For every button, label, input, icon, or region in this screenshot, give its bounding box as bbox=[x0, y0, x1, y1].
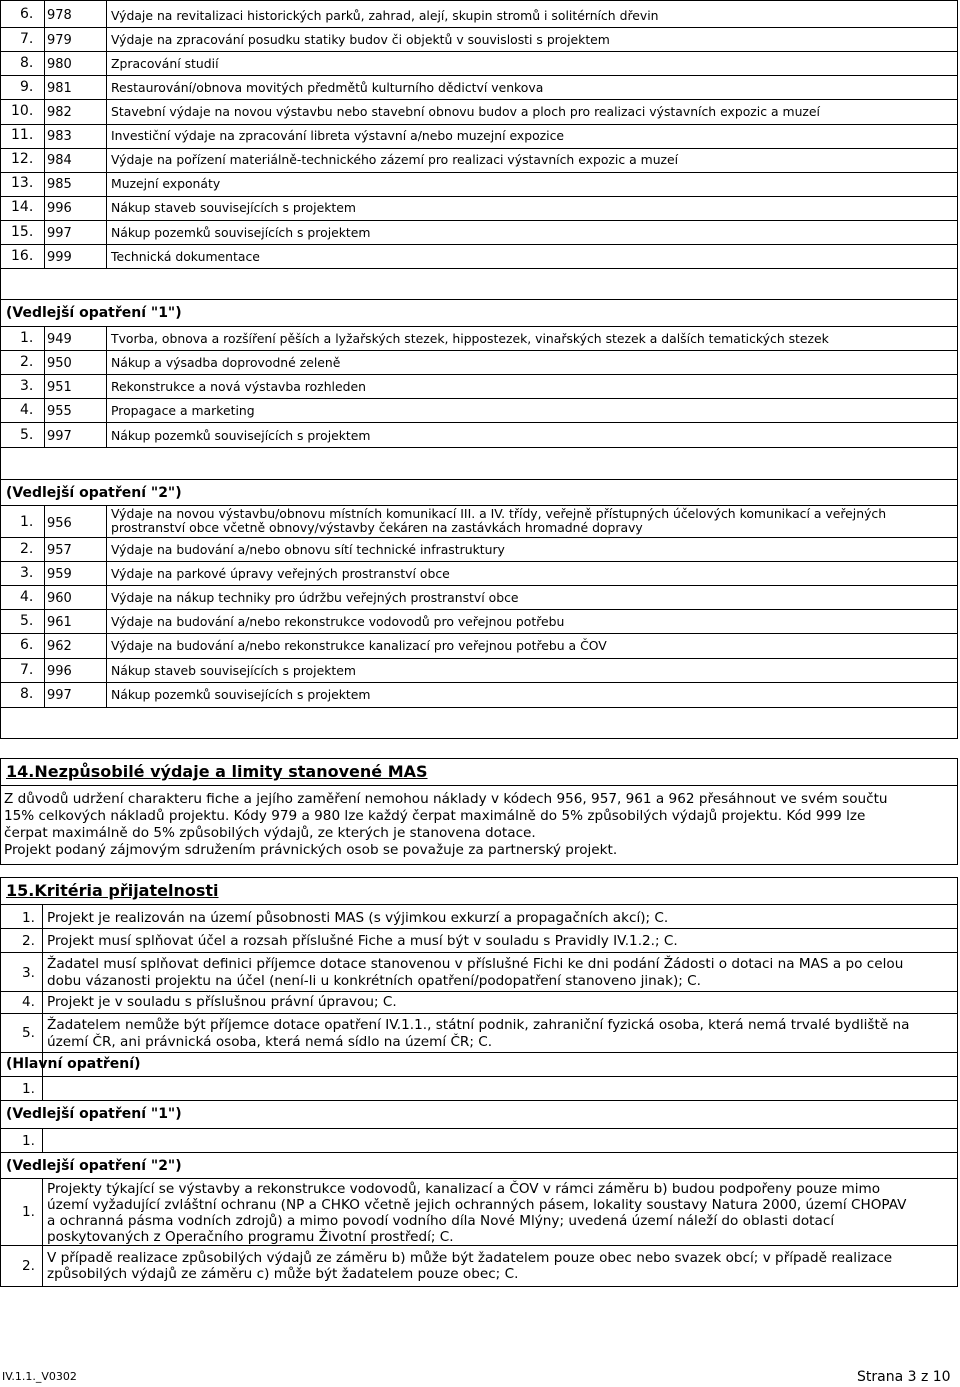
item-text-line1: Žadatelem nemůže být příjemce dotace opatření IV.1.1., státní podnik, zahraniční fyzická osoba, která nemá trvalé bydliště na bbox=[47, 1017, 910, 1033]
expense-description: Stavební výdaje na novou výstavbu nebo stavební obnovu budov a ploch pro realizaci výstavních expozic a muzeí bbox=[111, 104, 821, 119]
expense-code: 960 bbox=[47, 591, 72, 606]
expense-code: 978 bbox=[47, 8, 72, 23]
expense-code: 961 bbox=[47, 615, 72, 630]
expense-description-line2: prostranství obce včetně obnovy/výstavby čekáren na zastávkách hromadné dopravy bbox=[111, 520, 643, 535]
expense-description: Nákup pozemků souvisejících s projektem bbox=[111, 687, 371, 702]
section-heading: (Vedlejší opatření "1") bbox=[6, 305, 182, 321]
item-number: 2. bbox=[22, 1258, 35, 1274]
expense-code: 951 bbox=[47, 380, 72, 395]
item-number: 1. bbox=[22, 1133, 35, 1149]
item-text-line2: území vyžadující zvláštní ochranu (NP a CHKO včetně jejich ochranných pásem, lokality soustavy Natura 2000, území CHOPAV bbox=[47, 1197, 907, 1213]
item-text-line1: Projekty týkající se výstavby a rekonstrukce vodovodů, kanalizací a ČOV v rámci záměru b) budou podpořeny pouze mimo bbox=[47, 1181, 881, 1197]
expense-code: 983 bbox=[47, 129, 72, 144]
row-number: 12. bbox=[11, 151, 34, 167]
expense-code: 999 bbox=[47, 250, 72, 265]
expense-description: Investiční výdaje na zpracování libreta výstavní a/nebo muzejní expozice bbox=[111, 128, 565, 143]
row-number: 8. bbox=[20, 686, 34, 702]
item-text-line2: dobu vázanosti projektu na účel (není-li u konkrétních opatření/podopatření stanoveno jinak); C. bbox=[47, 973, 701, 989]
row-number: 15. bbox=[11, 224, 34, 240]
expense-description: Výdaje na revitalizaci historických parků, zahrad, alejí, skupin stromů i solitérních dřevin bbox=[111, 8, 659, 23]
paragraph-line: 15% celkových nákladů projektu. Kódy 979 a 980 lze každý čerpat maximálně do 5% způsobilých výdajů projektu. Kód 999 lze bbox=[4, 808, 866, 824]
row-number: 6. bbox=[20, 6, 34, 22]
expense-description: Tvorba, obnova a rozšíření pěších a lyžařských stezek, hippostezek, vinařských stezek a dalších tematických stezek bbox=[111, 331, 829, 346]
expense-code: 959 bbox=[47, 567, 72, 582]
document-code: IV.1.1._V0302 bbox=[2, 1370, 77, 1383]
item-number: 1. bbox=[22, 1081, 35, 1097]
expense-code: 949 bbox=[47, 332, 72, 347]
expense-code: 997 bbox=[47, 226, 72, 241]
expense-code: 957 bbox=[47, 543, 72, 558]
expense-description: Muzejní exponáty bbox=[111, 176, 221, 191]
expense-description: Nákup staveb souvisejících s projektem bbox=[111, 663, 356, 678]
expense-code: 985 bbox=[47, 177, 72, 192]
row-number: 2. bbox=[20, 354, 34, 370]
expense-description-line1: Výdaje na novou výstavbu/obnovu místních komunikací III. a IV. třídy, veřejně přístupných účelových komunikací a veřejných bbox=[111, 506, 887, 521]
row-number: 4. bbox=[20, 589, 34, 605]
row-number: 2. bbox=[20, 541, 34, 557]
expense-code: 950 bbox=[47, 356, 72, 371]
row-number: 7. bbox=[20, 31, 34, 47]
subsection-heading: (Vedlejší opatření "2") bbox=[6, 1158, 182, 1174]
expense-code: 982 bbox=[47, 105, 72, 120]
row-number: 13. bbox=[11, 175, 34, 191]
expense-code: 996 bbox=[47, 664, 72, 679]
section-heading: (Vedlejší opatření "2") bbox=[6, 485, 182, 501]
row-number: 3. bbox=[20, 565, 34, 581]
expense-description: Nákup a výsadba doprovodné zeleně bbox=[111, 355, 341, 370]
expense-description: Výdaje na parkové úpravy veřejných prostranství obce bbox=[111, 566, 450, 581]
item-text-line1: Žadatel musí splňovat definici příjemce dotace stanovenou v příslušné Fichi ke dni podání Žádosti o dotaci na MAS a po celou bbox=[47, 956, 904, 972]
row-number: 7. bbox=[20, 662, 34, 678]
expense-code: 956 bbox=[47, 516, 72, 531]
row-number: 6. bbox=[20, 637, 34, 653]
expense-code: 962 bbox=[47, 639, 72, 654]
expense-description: Restaurování/obnova movitých předmětů kulturního dědictví venkova bbox=[111, 80, 544, 95]
expense-code: 981 bbox=[47, 81, 72, 96]
item-number: 5. bbox=[22, 1025, 35, 1041]
expense-description: Zpracování studií bbox=[111, 56, 219, 71]
item-text-line4: poskytovaných z Operačního programu Životní prostředí; C. bbox=[47, 1229, 454, 1245]
item-text-line2: území ČR, ani právnická osoba, která nemá sídlo na území ČR; C. bbox=[47, 1034, 493, 1050]
page-number: Strana 3 z 10 bbox=[857, 1369, 951, 1385]
expense-description: Výdaje na zpracování posudku statiky budov či objektů v souvislosti s projektem bbox=[111, 32, 610, 47]
expense-code: 997 bbox=[47, 688, 72, 703]
expense-description: Výdaje na budování a/nebo obnovu sítí technické infrastruktury bbox=[111, 542, 505, 557]
item-text-line3: a ochranná pásma vodních zdrojů) a mimo povodí vodního díla Nové Mlýny; uvedená území náleží do oblasti dotací bbox=[47, 1213, 835, 1229]
row-number: 5. bbox=[20, 427, 34, 443]
subsection-heading: (Hlavní opatření) bbox=[6, 1056, 141, 1072]
expense-description: Nákup pozemků souvisejících s projektem bbox=[111, 428, 371, 443]
row-number: 9. bbox=[20, 79, 34, 95]
row-number: 3. bbox=[20, 378, 34, 394]
expense-description: Nákup staveb souvisejících s projektem bbox=[111, 200, 356, 215]
item-text: Projekt musí splňovat účel a rozsah příslušné Fiche a musí být v souladu s Pravidly IV.1.2.; C. bbox=[47, 933, 678, 949]
row-number: 1. bbox=[20, 330, 34, 346]
row-number: 14. bbox=[11, 199, 34, 215]
expense-description: Výdaje na budování a/nebo rekonstrukce vodovodů pro veřejnou potřebu bbox=[111, 614, 565, 629]
expense-description: Výdaje na nákup techniky pro údržbu veřejných prostranství obce bbox=[111, 590, 519, 605]
item-number: 3. bbox=[22, 965, 35, 981]
item-text-line2: způsobilých výdajů ze záměru c) může být žadatelem pouze obec; C. bbox=[47, 1266, 519, 1282]
item-text: Projekt je v souladu s příslušnou právní úpravou; C. bbox=[47, 994, 397, 1010]
row-number: 11. bbox=[11, 127, 34, 143]
expense-description: Rekonstrukce a nová výstavba rozhleden bbox=[111, 379, 366, 394]
expense-code: 996 bbox=[47, 201, 72, 216]
expense-code: 984 bbox=[47, 153, 72, 168]
expense-description: Výdaje na budování a/nebo rekonstrukce kanalizací pro veřejnou potřebu a ČOV bbox=[111, 638, 607, 653]
section-title: 15.Kritéria přijatelnosti bbox=[6, 881, 219, 900]
paragraph-line: Projekt podaný zájmovým sdružením právnických osob se považuje za partnerský projekt. bbox=[4, 842, 618, 858]
row-number: 1. bbox=[20, 514, 34, 530]
expense-description: Propagace a marketing bbox=[111, 403, 255, 418]
row-number: 4. bbox=[20, 402, 34, 418]
subsection-heading: (Vedlejší opatření "1") bbox=[6, 1106, 182, 1122]
item-number: 2. bbox=[22, 933, 35, 949]
expense-description: Nákup pozemků souvisejících s projektem bbox=[111, 225, 371, 240]
expense-description: Výdaje na pořízení materiálně-technického zázemí pro realizaci výstavních expozic a muzeí bbox=[111, 152, 679, 167]
item-number: 1. bbox=[22, 910, 35, 926]
paragraph-line: čerpat maximálně do 5% způsobilých výdajů, ze kterých je stanovena dotace. bbox=[4, 825, 536, 841]
paragraph-line: Z důvodů udržení charakteru fiche a jejího zaměření nemohou náklady v kódech 956, 957, 961 a 962 přesáhnout ve svém součtu bbox=[4, 791, 888, 807]
expense-description: Technická dokumentace bbox=[111, 249, 260, 264]
section-title: 14.Nezpůsobilé výdaje a limity stanovené MAS bbox=[6, 762, 428, 781]
expense-code: 979 bbox=[47, 33, 72, 48]
expense-code: 980 bbox=[47, 57, 72, 72]
row-number: 5. bbox=[20, 613, 34, 629]
row-number: 16. bbox=[11, 248, 34, 264]
row-number: 10. bbox=[11, 103, 34, 119]
expense-code: 997 bbox=[47, 429, 72, 444]
item-text-line1: V případě realizace způsobilých výdajů ze záměru b) může být žadatelem pouze obec nebo svazek obcí; v případě realizace bbox=[47, 1250, 893, 1266]
row-number: 8. bbox=[20, 55, 34, 71]
item-number: 1. bbox=[22, 1204, 35, 1220]
item-number: 4. bbox=[22, 994, 35, 1010]
expense-code: 955 bbox=[47, 404, 72, 419]
item-text: Projekt je realizován na území působnosti MAS (s výjimkou exkurzí a propagačních akcí); C. bbox=[47, 910, 669, 926]
